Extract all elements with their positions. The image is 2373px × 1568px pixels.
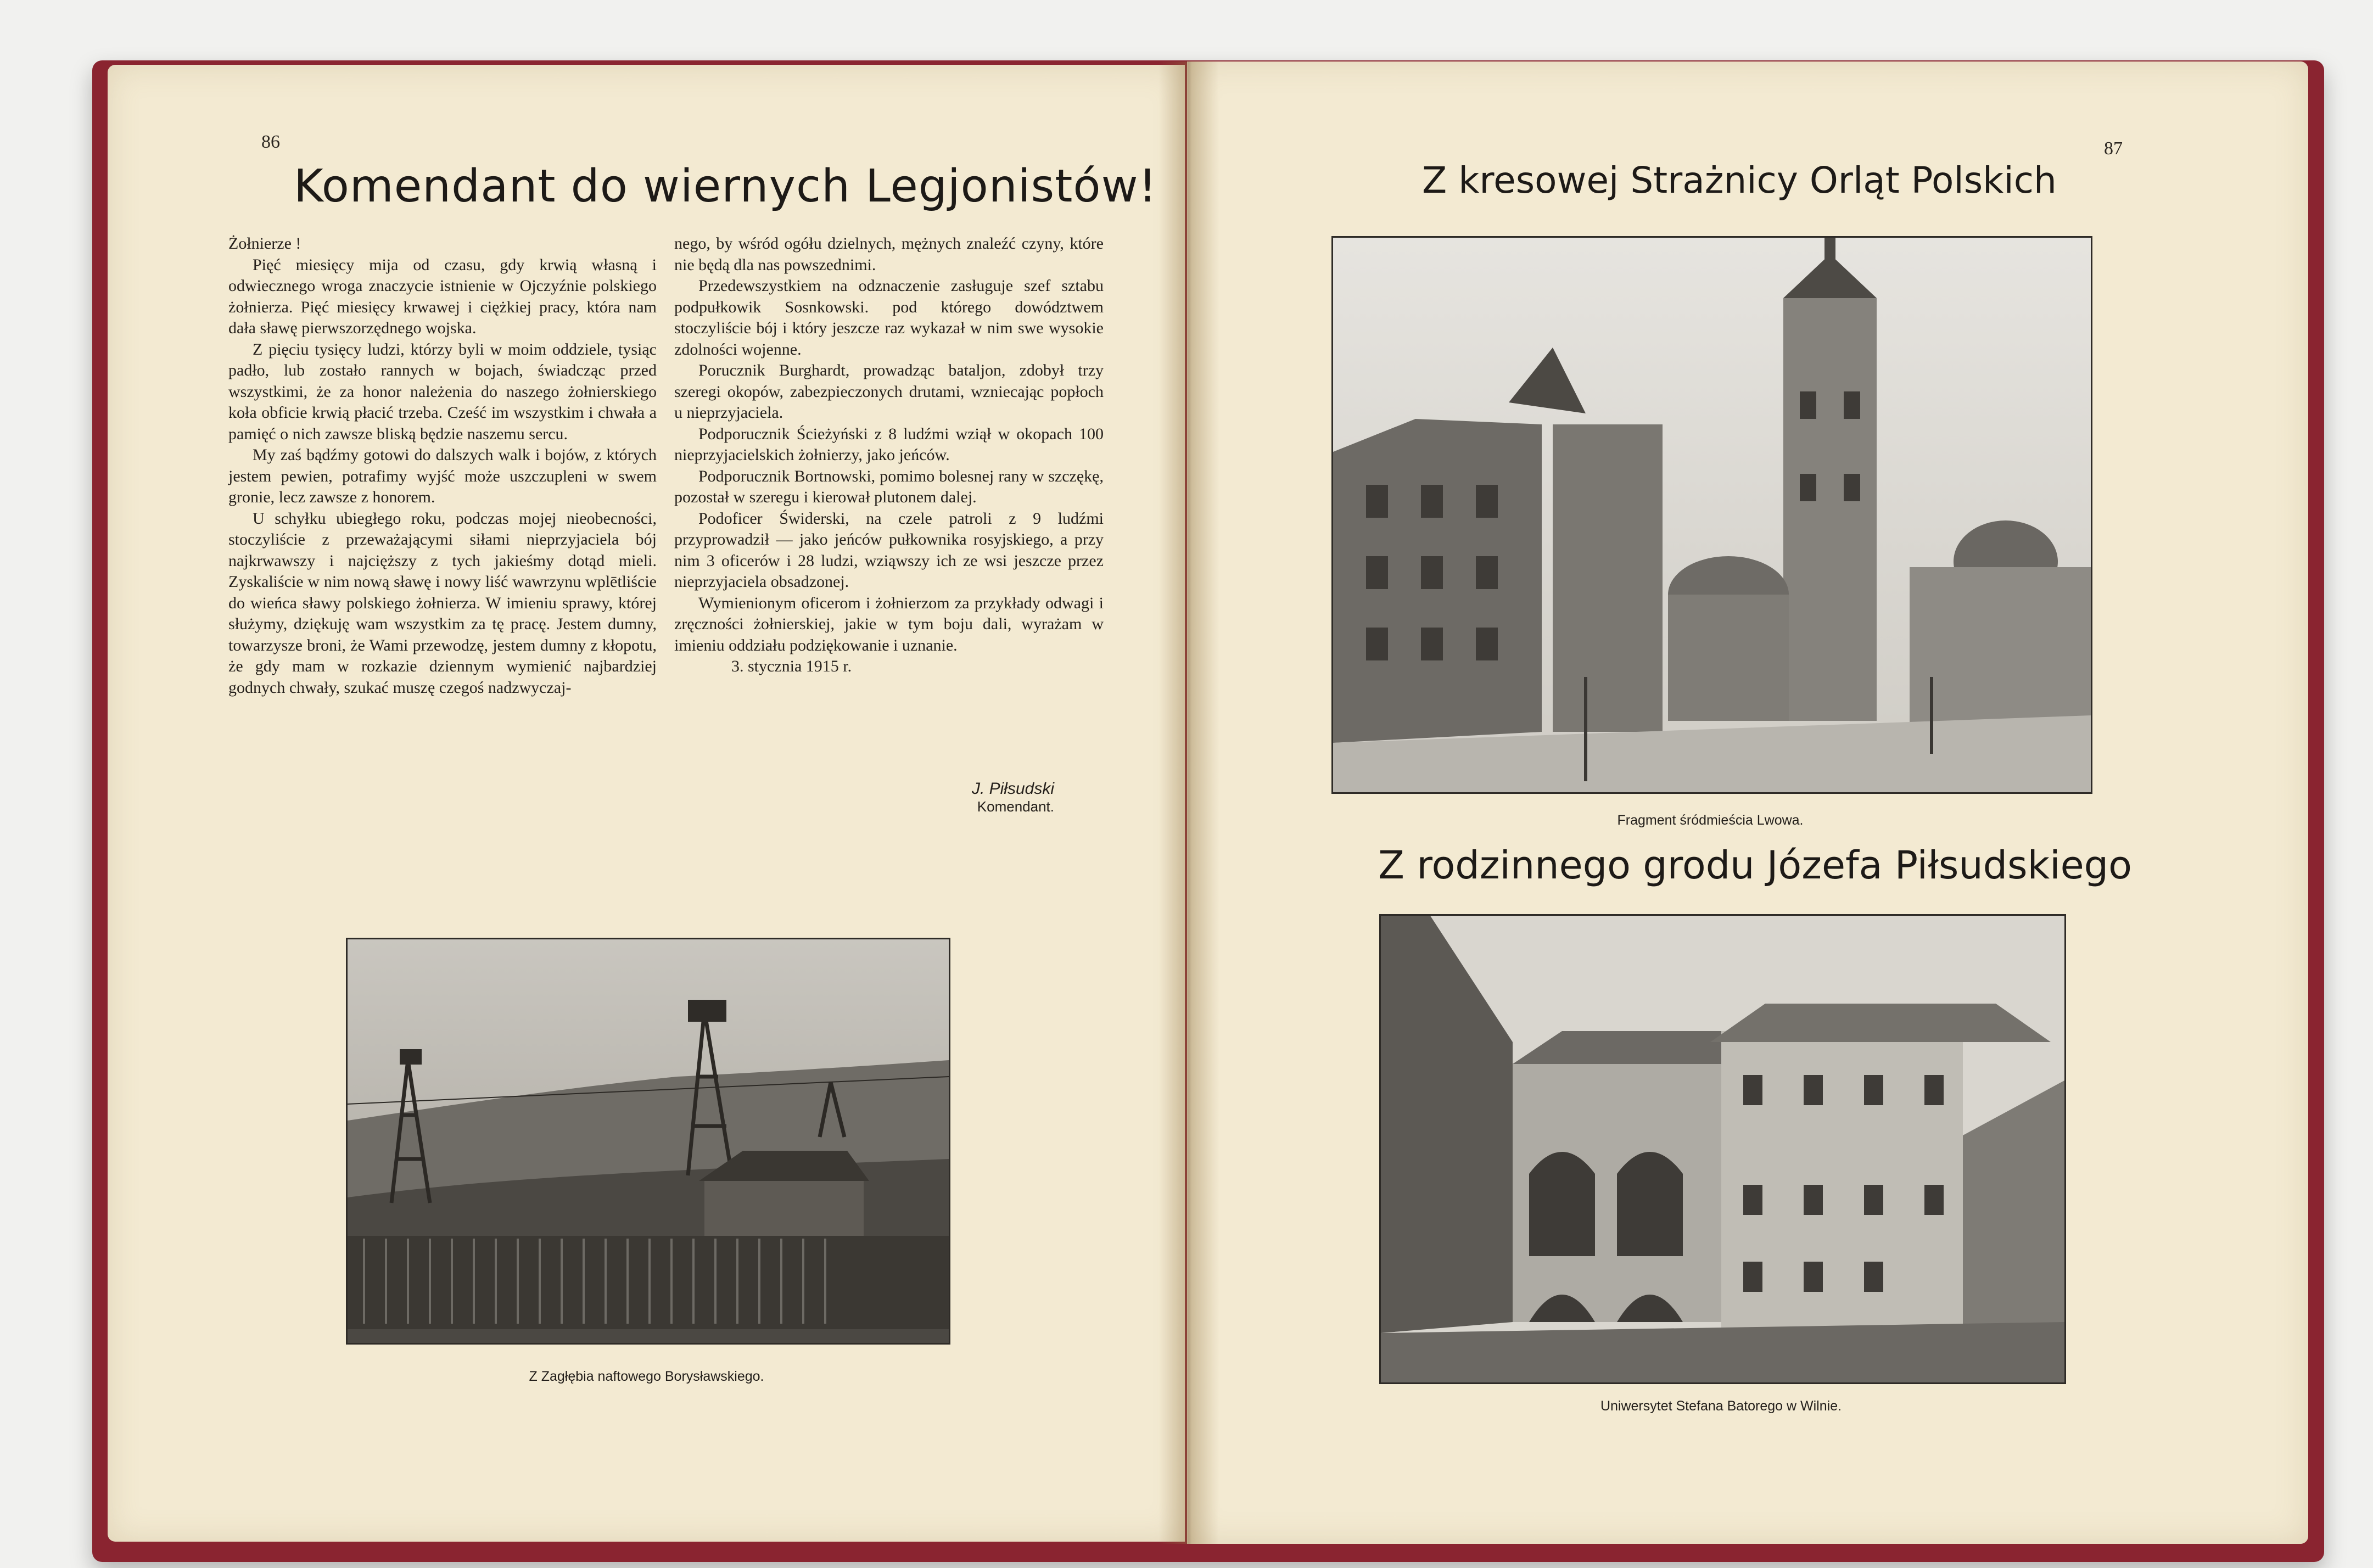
photo-caption-top: Fragment śródmieścia Lwowa. [1617,813,1804,828]
paragraph: Pięć miesięcy mija od czasu, gdy krwią własną i odwiecznego wroga znaczycie istnienie w Ojczyźnie polskiego żołnierza. Pięć miesięcy krwawej i ciężkiej pracy, która nam dała sławę pierwszorzędnego wojska. [228,255,657,337]
paragraph: Podoficer Świderski, na czele patroli z 9 ludźmi przyprowadził — jako jeńców pułkownika rosyjskiego, a przy nim 3 oficerów i 28 ludzi, wziąwszy ich ze wsi jeszcze przez nieprzyjaciela obsadzonej. [674,509,1104,591]
paragraph: U schyłku ubiegłego roku, podczas mojej nieobecności, stoczyliście z przeważającymi siłami nieprzyjaciela bój najkrwawszy i najcięższy z tych jakieśmy dotąd mieli. Zyskaliście w nim nową sławę i nowy liść wawrzynu wplētliście do wieńca sławy polskiego żołnierza. W imieniu sprawy, której służymy, dziękuję wam wszystkim za tę pracę. Jestem dumny, towarzysze broni, że Wami przewodzę, jestem dumny z kłopotu, że gdy mam w rozkazie dziennym wymienić najbardziej godnych chwały, szukać muszę czegoś nadzwyczaj- [228,509,657,697]
text-column-1 [228,233,657,698]
photo-caption-bottom: Uniwersytet Stefana Batorego w Wilnie. [1600,1398,1842,1414]
date-line: 3. stycznia 1915 r. [731,657,852,675]
paragraph: nego, by wśród ogółu dzielnych, mężnych znaleźć czyny, które nie będą dla nas powszednimi. [674,234,1104,274]
paragraph: Z pięciu tysięcy ludzi, którzy byli w moim oddziele, tysiąc padło, lub zostało rannych w bojach, świadcząc przed wszystkimi, że za honor należenia do naszego żołnierskiego koła obficie krwią płacić trzeba. Cześć im wszystkim i chwała a pamięć o nich zawsze bliską będzie naszemu sercu. [228,340,657,443]
photo-wilno-university [1379,914,2066,1384]
signature-name: J. Piłsudski [971,780,1054,798]
page-number-left: 86 [261,132,280,152]
photo-caption-left: Z Zagłębia naftowego Borysławskiego. [529,1369,764,1384]
paragraph: Wymienionym oficerom i żołnierzom za przykłady odwagi i zręczności żołnierskiej, jakie w tym boju dali, wyrażam w imieniu oddziału podziękowanie i uznanie. [674,593,1104,654]
paragraph: Porucznik Burghardt, prowadząc bataljon, zdobył trzy szeregi okopów, zabezpieczonych drutami, wzniecając popłoch u nieprzyjaciela. [674,361,1104,422]
paragraph: Przedewszystkiem na odznaczenie zasługuje szef sztabu podpułkowik Sosnkowski. pod którego dowództwem stoczyliście bój i który jeszcze raz wykazał w nim swe wysokie zdolności wojenne. [674,277,1104,359]
page-title-right-top: Z kresowej Strażnicy Orląt Polskich [1422,159,2057,201]
book-gutter [1158,61,1219,1544]
page-number-right: 87 [2104,138,2123,159]
photo-oil-field [346,938,950,1345]
signature-block [857,780,1054,815]
text-column-2 [674,233,1104,677]
paragraph: Żołnierze ! [228,234,301,253]
paragraph: My zaś bądźmy gotowi do dalszych walk i bojów, z których jestem pewien, potrafimy wyjść może uszczupleni w swem gronie, lecz zawsze z honorem. [228,446,657,506]
paragraph: Podporucznik Ścieżyński z 8 ludźmi wziął w okopach 100 nieprzyjacielskich żołnierzy, jako jeńców. [674,424,1104,464]
page-title-left: Komendant do wiernych Legjonistów! [294,160,1157,212]
page-title-right-bottom: Z rodzinnego grodu Józefa Piłsudskiego [1378,843,2132,888]
paragraph: Podporucznik Bortnowski, pomimo bolesnej rany w szczękę, pozostał w szeregu i kierował plutonem dalej. [674,467,1104,506]
photo-lwow-city [1331,236,2092,794]
signature-role: Komendant. [977,798,1054,815]
